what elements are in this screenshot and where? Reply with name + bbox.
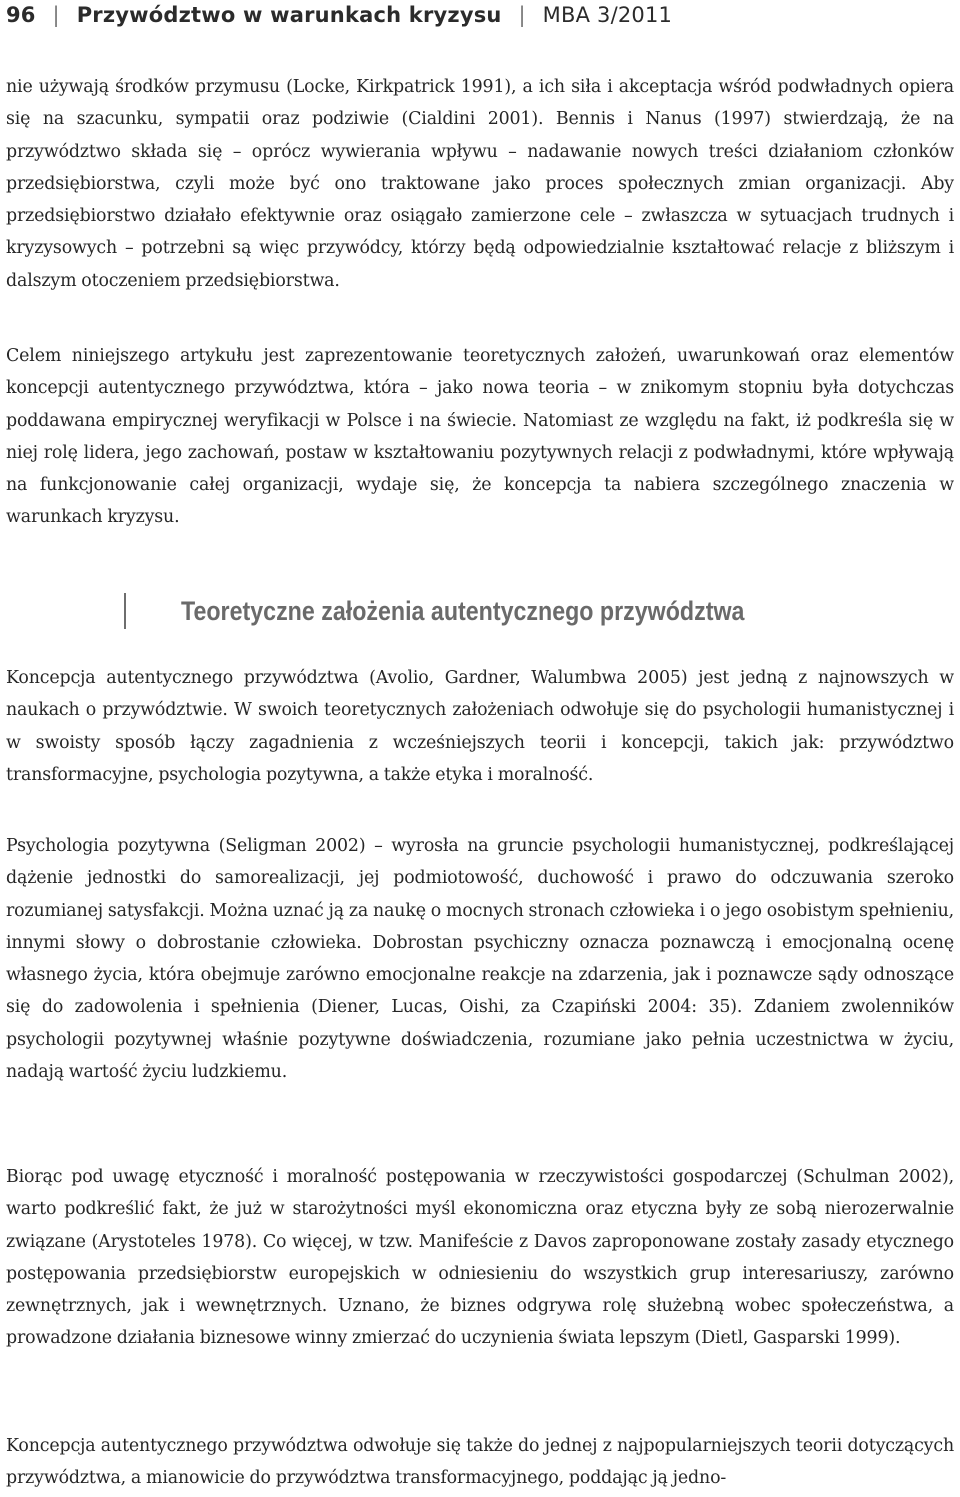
paragraph-positive-psychology: Psychologia pozytywna (Seligman 2002) – wyrosła na gruncie psychologii humanistycznej, podkreślającej dążenie jednostki do samorealizacji, jej podmiotowość, duchowość i prawo do odczuwania szeroko rozumianej satysfakcji. Można uznać ją za naukę o mocnych stronach człowieka i o jego osobistym spełnieniu, innymi słowy o dobrostanie człowieka. Dobrostan psychiczny oznacza poznawczą i emocjonalną ocenę własnego życia, która obejmuje zarówno emocjonalne reakcje na zdarzenia, jak i poznawcze sądy odnoszące się do zadowolenia i spełnienia (Diener, Lucas, Oishi, za Czapiński 2004: 35). Zdaniem zwolenników psychologii pozytywnej właśnie pozytywne doświadczenia, rozumiane jako pełnia uczestnictwa w życiu, nadają wartość życiu ludzkiemu. [6,836,954,1083]
header-separator: | [518,3,526,27]
header-separator: | [52,3,60,27]
running-header [6,1,672,31]
heading-marker-bar [124,593,126,629]
paragraph-intro-continued: nie używają środków przymusu (Locke, Kirkpatrick 1991), a ich siła i akceptacja wśród podwładnych opiera się na szacunku, sympatii oraz podziwie (Cialdini 2001). Bennis i Nanus (1997) stwierdzają, że na przywództwo składa się – oprócz wywierania wpływu – nadawanie nowych treści działaniom członków przedsiębiorstwa, czyli może być ono traktowane jako proces społecznych zmian organizacji. Aby przedsiębiorstwo działało efektywnie oraz osiągało zamierzone cele – zwłaszcza w sytuacjach trudnych i kryzysowych – potrzebni są więc przywódcy, którzy będą odpowiedzialnie kształtować relacje z bliższym i dalszym otoczeniem przedsiębiorstwa. [6,77,954,291]
running-section-title: Przywództwo w warunkach kryzysu [76,3,502,27]
section-heading: Teoretyczne założenia autentycznego przywództwa [181,596,745,626]
journal-issue: MBA 3/2011 [542,3,673,27]
paragraph-ethics-morality: Biorąc pod uwagę etyczność i moralność postępowania w rzeczywistości gospodarczej (Schulman 2002), warto podkreślić fakt, że już w starożytności myśl ekonomiczna oraz etyczna były ze sobą nierozerwalnie związane (Arystoteles 1978). Co więcej, w tzw. Manifeście z Davos zaproponowane zostały zasady etycznego postępowania przedsiębiorstw europejskich w odniesieniu do wszystkich grup interesariuszy, zarówno zewnętrznych, jak i wewnętrznych. Uznano, że biznes odgrywa rolę służebną wobec społeczeństwa, a prowadzone działania biznesowe winny zmierzać do uczynienia świata lepszym (Dietl, Gasparski 1999). [6,1167,954,1349]
paragraph-concept-intro: Koncepcja autentycznego przywództwa (Avolio, Gardner, Walumbwa 2005) jest jedną z najnowszych w naukach o przywództwie. W swoich teoretycznych założeniach odwołuje się do psychologii humanistycznej i w swoisty sposób łączy zagadnienia z wcześniejszych teorii i koncepcji, takich jak: przywództwo transformacyjne, psychologia pozytywna, a także etyka i moralność. [6,668,954,785]
page-number: 96 [6,3,36,27]
paragraph-article-aim: Celem niniejszego artykułu jest zaprezentowanie teoretycznych założeń, uwarunkowań oraz elementów koncepcji autentycznego przywództwa, która – jako nowa teoria – w znikomym stopniu była dotychczas poddawana empirycznej weryfikacji w Polsce i na świecie. Natomiast ze względu na fakt, iż podkreśla się w niej rolę lidera, jego zachowań, postaw w kształtowaniu pozytywnych relacji z podwładnymi, które wpływają na funkcjonowanie całej organizacji, wydaje się, że koncepcja ta nabiera szczególnego znaczenia w warunkach kryzysu. [6,346,954,528]
paragraph-transformational-leadership: Koncepcja autentycznego przywództwa odwołuje się także do jednej z najpopularniejszych teorii dotyczących przywództwa, a mianowicie do przywództwa transformacyjnego, poddając ją jedno- [6,1436,954,1489]
